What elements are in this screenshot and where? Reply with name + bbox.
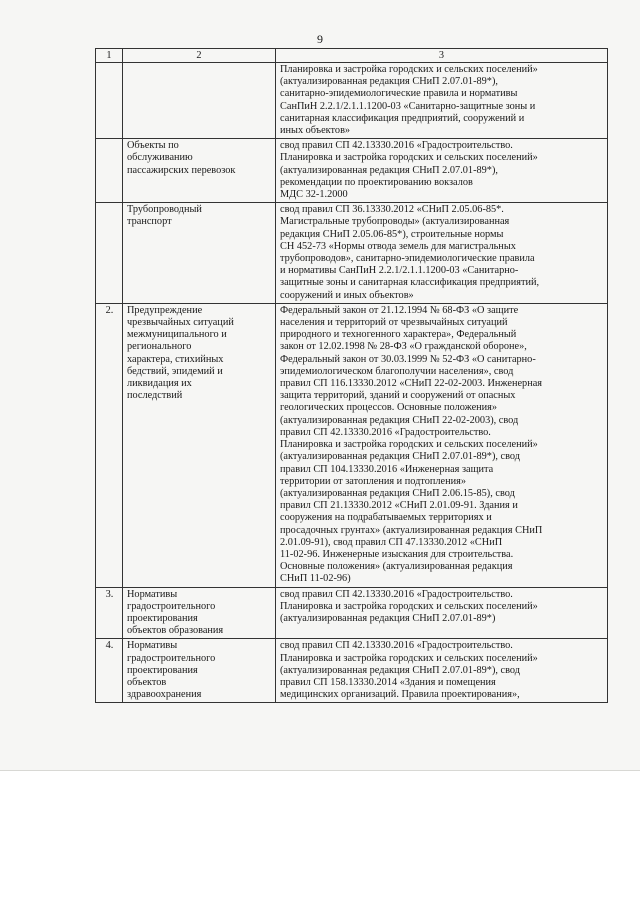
table-header-row <box>96 49 608 63</box>
regulation-text-line: (актуализированная редакция СНиП 22-02-2003), свод <box>280 414 519 426</box>
topic-line: регионального <box>127 341 192 353</box>
topic-line: пассажирских перевозок <box>127 164 236 176</box>
regulation-text-line: правил СП 42.13330.2016 «Градостроительство. <box>280 426 491 438</box>
topic-line: Трубопроводный <box>127 204 202 216</box>
column-header-2: 2 <box>123 49 276 63</box>
regulation-text-line: (актуализированная редакция СНиП 2.07.01-89*), свод <box>280 451 520 463</box>
topic-cell <box>123 587 276 639</box>
topic-line: бедствий, эпидемий и <box>127 365 223 377</box>
topic-line: характера, стихийных <box>127 353 224 365</box>
column-header-1: 1 <box>96 49 123 63</box>
regulation-text-cell <box>276 303 608 587</box>
regulation-text-line: Планировка и застройка городских и сельских поселений» <box>280 64 538 75</box>
regulation-text-line: Магистральные трубопроводы» (актуализированная <box>280 216 510 228</box>
table-row <box>96 639 608 703</box>
regulation-text-cell <box>276 63 608 139</box>
regulation-text-line: Федеральный закон от 21.12.1994 № 68-ФЗ «О защите <box>280 304 519 316</box>
topic-line: объектов образования <box>127 625 224 637</box>
regulation-text-line: Планировка и застройка городских и сельских поселений» <box>280 152 538 164</box>
regulation-text-line: трубопроводов», санитарно-эпидемиологические правила <box>280 253 535 265</box>
topic-line: проектирования <box>127 664 198 676</box>
regulation-text-line: Планировка и застройка городских и сельских поселений» <box>280 652 538 664</box>
regulation-text-line: свод правил СП 42.13330.2016 «Градостроительство. <box>280 140 513 152</box>
regulation-text-line: 2.01.09-91), свод правил СП 47.13330.2012 «СНиП <box>280 536 503 548</box>
regulation-text-line: редакция СНиП 2.05.06-85*), строительные нормы <box>280 228 504 240</box>
table-row <box>96 203 608 304</box>
page-number: 9 <box>317 32 323 46</box>
regulation-text-line: правил СП 116.13330.2012 «СНиП 22-02-2003. Инженерная <box>280 378 543 390</box>
topic-line: объектов <box>127 676 167 688</box>
topic-line: Предупреждение <box>127 304 203 316</box>
topic-cell <box>123 203 276 304</box>
regulation-text-line: (актуализированная редакция СНиП 2.07.01-89*), свод <box>280 664 520 676</box>
regulation-text-line: территории от затопления и подтопления» <box>280 475 466 487</box>
regulation-text-line: защита территорий, зданий и сооружений от опасных <box>280 390 516 402</box>
regulation-text-line: природного и техногенного характера», Федеральный <box>280 329 517 341</box>
regulation-text-cell <box>276 139 608 203</box>
topic-line: межмуниципального и <box>127 329 227 341</box>
regulation-text-line: Планировка и застройка городских и сельских поселений» <box>280 600 538 612</box>
regulation-text-line: (актуализированная редакция СНиП 2.07.01-89*), <box>280 76 498 88</box>
row-number-cell: 2. <box>96 303 123 587</box>
topic-line: Нормативы <box>127 640 178 652</box>
regulation-text-line: рекомендации по проектированию вокзалов <box>280 176 473 188</box>
regulation-text-line: Планировка и застройка городских и сельских поселений» <box>280 439 538 451</box>
table-row <box>96 139 608 203</box>
regulation-text-line: геологических процессов. Основные положения» <box>280 402 498 414</box>
topic-cell <box>123 63 276 139</box>
regulation-text-line: и нормативы СанПиН 2.2.1/2.1.1.1200-03 «Санитарно- <box>280 265 519 277</box>
regulation-text-line: медицинских организаций. Правила проектирования», <box>280 689 520 701</box>
row-number-cell <box>96 139 123 203</box>
topic-cell <box>123 139 276 203</box>
regulation-text-line: (актуализированная редакция СНиП 2.07.01-89*), <box>280 164 498 176</box>
regulation-text-line: просадочных грунтах» (актуализированная редакция СНиП <box>280 524 543 536</box>
topic-line: обслуживанию <box>127 152 193 164</box>
table-row <box>96 63 608 139</box>
row-number-cell <box>96 63 123 139</box>
topic-cell <box>123 639 276 703</box>
topic-line: транспорт <box>127 216 172 228</box>
scan-edge-line <box>0 770 640 771</box>
regulation-text-line: Федеральный закон от 30.03.1999 № 52-ФЗ «О санитарно- <box>280 353 536 365</box>
regulation-text-line: свод правил СП 42.13330.2016 «Градостроительство. <box>280 640 513 652</box>
regulation-text-line: защитные зоны и санитарная классификация предприятий, <box>280 277 540 289</box>
topic-line: ликвидация их <box>127 378 192 390</box>
topic-line: градостроительного <box>127 652 216 664</box>
regulation-text-line: правил СП 158.13330.2014 «Здания и помещения <box>280 676 496 688</box>
regulation-text-line: иных объектов» <box>280 125 351 137</box>
regulation-text-line: сооружений и иных объектов» <box>280 289 414 301</box>
topic-cell <box>123 303 276 587</box>
topic-line: Нормативы <box>127 588 178 600</box>
topic-line: здравоохранения <box>127 689 202 701</box>
regulation-text-line: СНиП 11-02-96) <box>280 573 351 585</box>
regulation-text-line: правил СП 21.13330.2012 «СНиП 2.01.09-91. Здания и <box>280 500 518 512</box>
regulation-text-line: 11-02-96. Инженерные изыскания для строительства. <box>280 548 514 560</box>
topic-line: чрезвычайных ситуаций <box>127 317 234 329</box>
regulation-text-cell <box>276 203 608 304</box>
regulation-text-line: правил СП 104.13330.2016 «Инженерная защита <box>280 463 494 475</box>
regulation-text-line: (актуализированная редакция СНиП 2.06.15-85), свод <box>280 487 515 499</box>
regulation-text-line: СанПиН 2.2.1/2.1.1.1200-03 «Санитарно-защитные зоны и <box>280 100 536 112</box>
regulation-text-line: МДС 32-1.2000 <box>280 189 348 201</box>
table-row <box>96 587 608 639</box>
topic-line: последствий <box>127 390 183 402</box>
regulation-text-cell <box>276 639 608 703</box>
row-number-cell <box>96 203 123 304</box>
regulation-text-line: эпидемиологическом благополучии населения», свод <box>280 365 514 377</box>
column-header-3: 3 <box>276 49 608 63</box>
regulation-text-line: Основные положения» (актуализированная редакция <box>280 561 513 573</box>
regulation-text-line: санитарно-эпидемиологические правила и нормативы <box>280 88 518 100</box>
regulation-text-line: закон от 12.02.1998 № 28-ФЗ «О гражданской обороне», <box>280 341 527 353</box>
table-row <box>96 303 608 587</box>
regulation-text-line: санитарная классификация предприятий, сооружений и <box>280 112 525 124</box>
topic-line: градостроительного <box>127 600 216 612</box>
regulation-text-line: свод правил СП 36.13330.2012 «СНиП 2.05.06-85*. <box>280 204 504 216</box>
row-number-cell: 3. <box>96 587 123 639</box>
regulations-table <box>95 48 608 703</box>
topic-line: проектирования <box>127 612 198 624</box>
table-body <box>96 63 608 703</box>
regulation-text-cell <box>276 587 608 639</box>
topic-line: Объекты по <box>127 140 179 152</box>
regulation-text-line: свод правил СП 42.13330.2016 «Градостроительство. <box>280 588 513 600</box>
regulation-text-line: (актуализированная редакция СНиП 2.07.01-89*) <box>280 612 496 624</box>
regulation-text-line: сооружения на подрабатываемых территориях и <box>280 512 492 524</box>
regulation-text-line: населения и территорий от чрезвычайных ситуаций <box>280 317 508 329</box>
regulation-text-line: СН 452-73 «Нормы отвода земель для магистральных <box>280 240 516 252</box>
row-number-cell: 4. <box>96 639 123 703</box>
